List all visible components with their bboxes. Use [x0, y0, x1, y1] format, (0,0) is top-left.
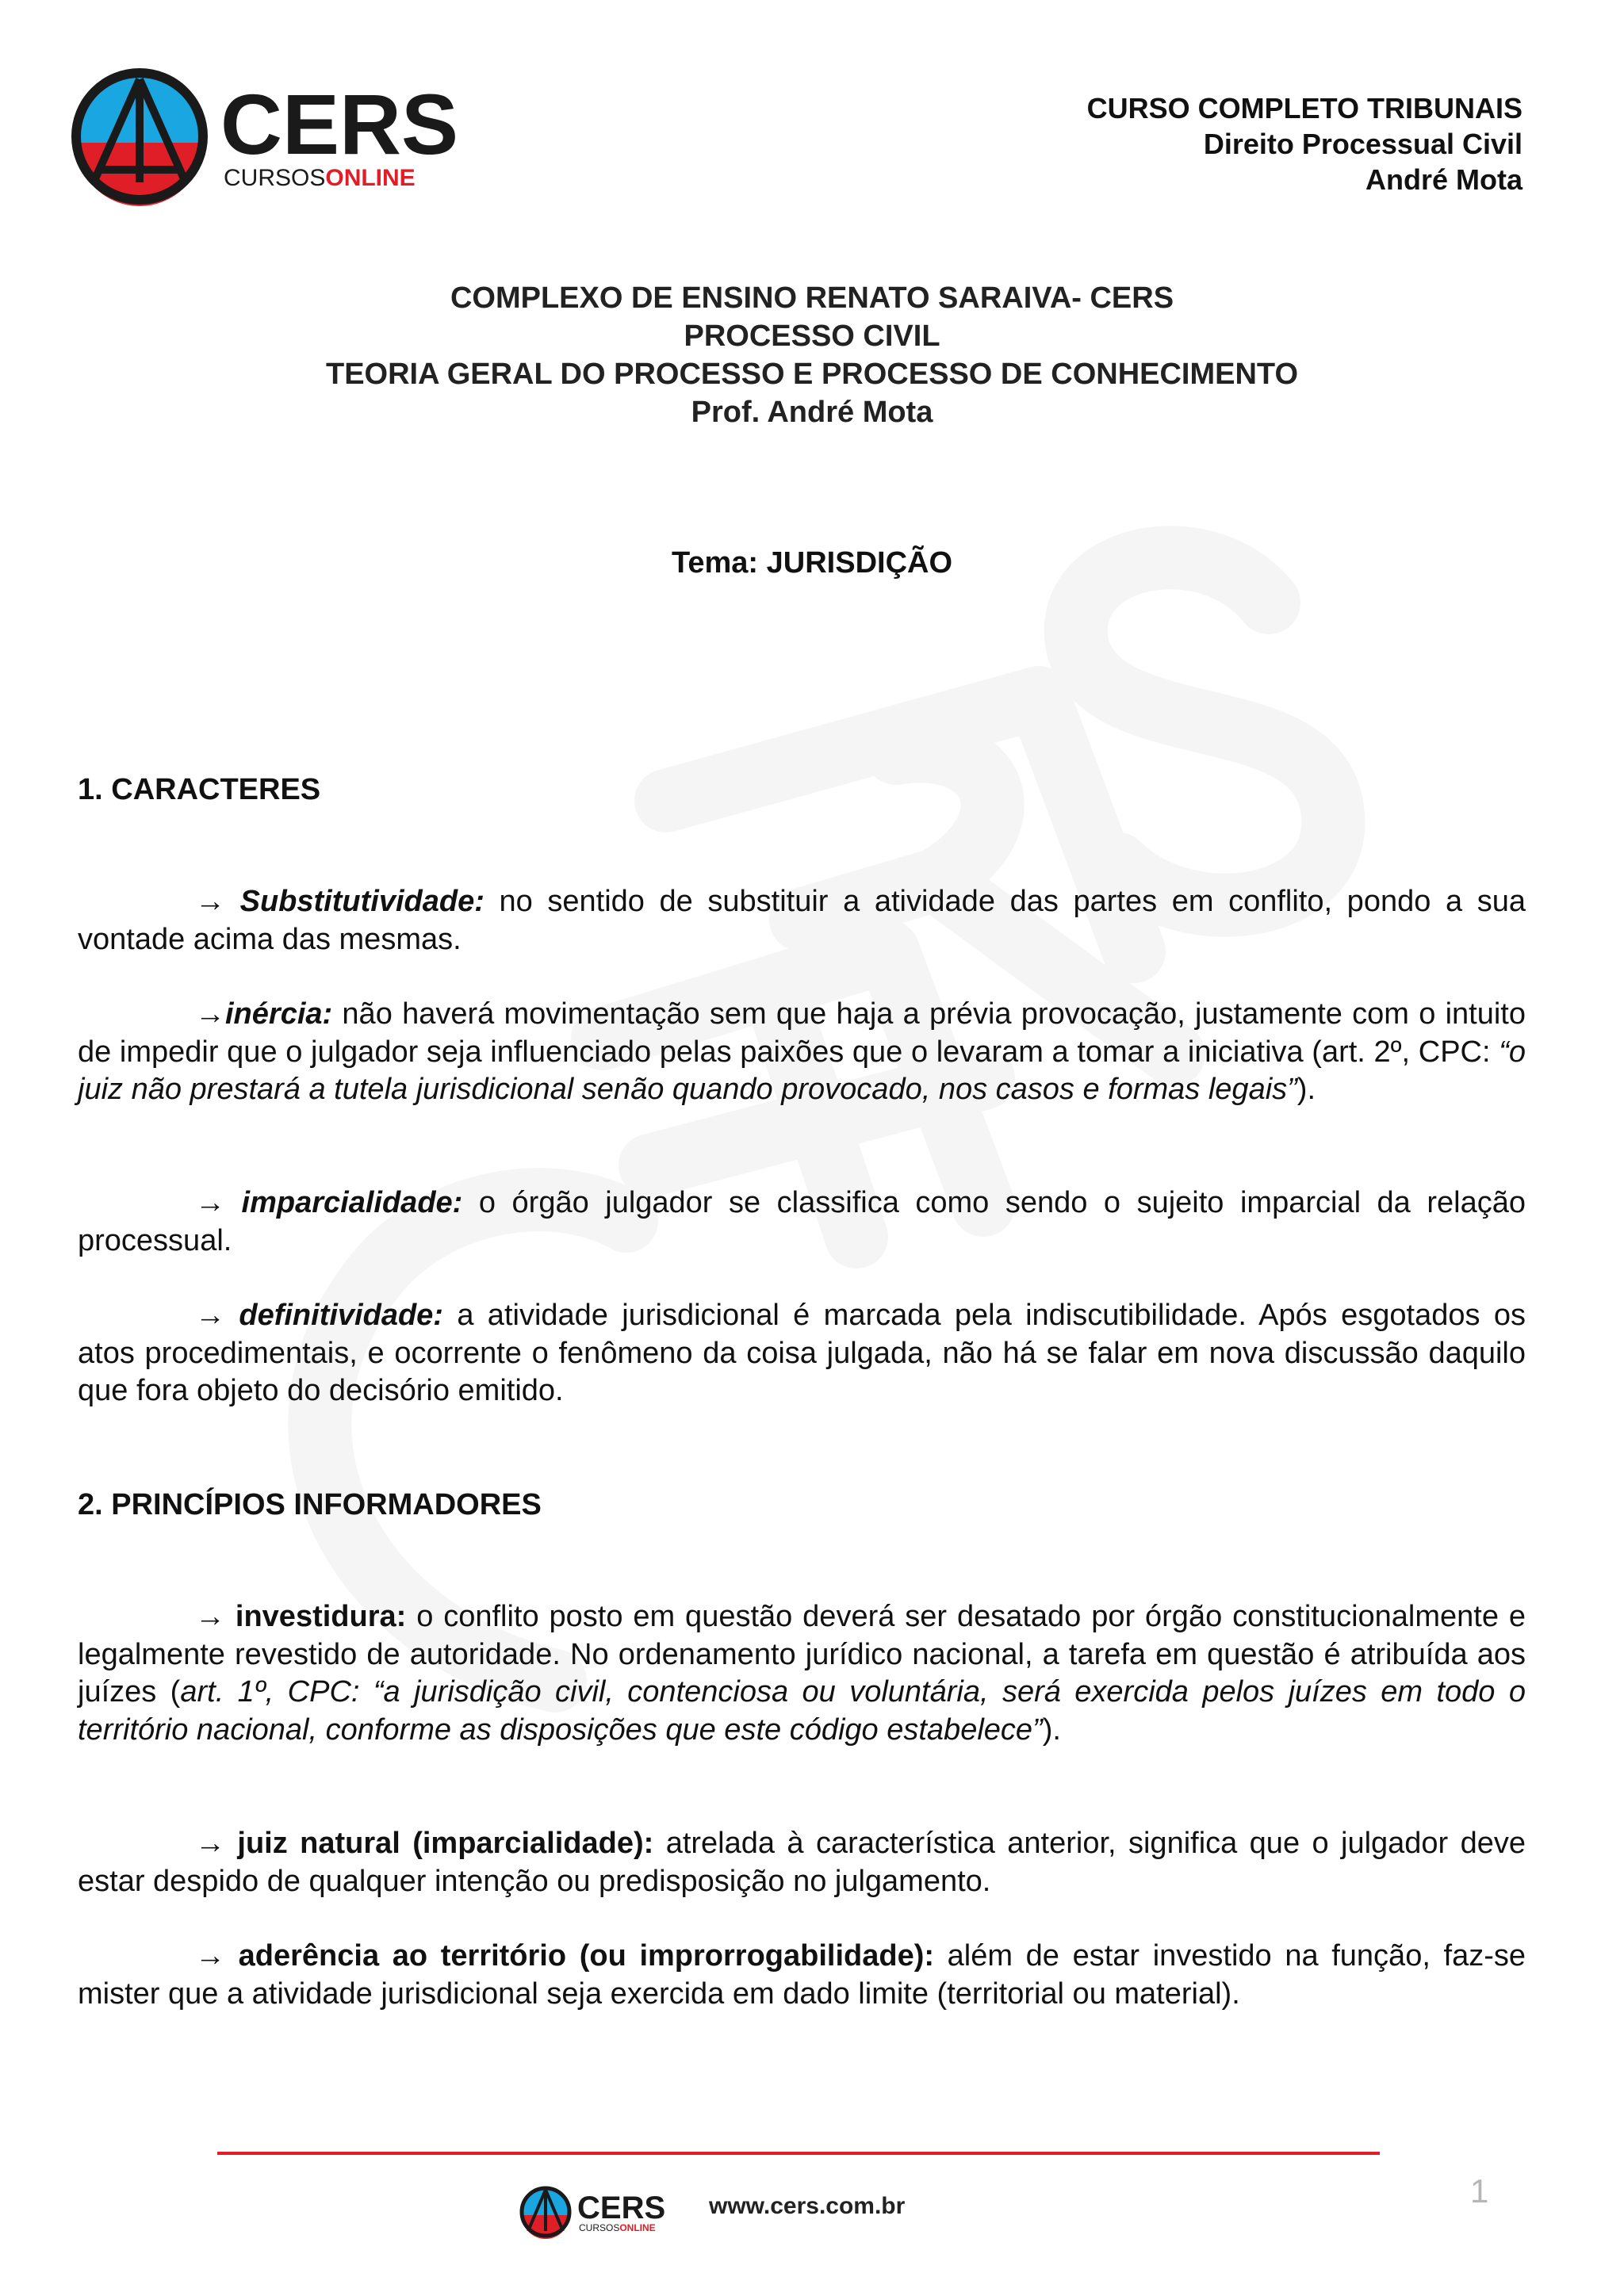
footer-divider — [217, 2152, 1380, 2155]
title-institution: COMPLEXO DE ENSINO RENATO SARAIVA- CERS — [450, 281, 1174, 315]
text: além de estar investido na função, faz-se mister que a atividade jurisdicional seja exercida em dado limite (territorial ou material). — [78, 1939, 1526, 2011]
arrow-icon: → — [195, 1600, 225, 1633]
term: Substitutividade: — [239, 885, 485, 918]
text: não haverá movimentação sem que haja a prévia provocação, justamente com o intuito de impedir que o julgador seja influenciado pelas paixões que o levaram a tomar a iniciativa (art. 2º, CPC: — [78, 997, 1526, 1069]
footer-logo-sub-accent: ONLINE — [619, 2222, 656, 2233]
paragraph-inercia — [78, 996, 1526, 1109]
term: investidura: — [235, 1600, 407, 1633]
page-number: 1 — [1470, 2172, 1489, 2210]
term: aderência ao território (ou improrrogabilidade): — [238, 1939, 935, 1973]
title-subject: PROCESSO CIVIL — [684, 320, 940, 353]
logo-sub-accent: ONLINE — [325, 165, 416, 191]
paragraph-juiz-natural — [78, 1825, 1526, 1900]
paragraph-definitividade — [78, 1297, 1526, 1410]
title-module: TEORIA GERAL DO PROCESSO E PROCESSO DE CONHECIMENTO — [325, 358, 1299, 391]
footer-website-link[interactable]: www.cers.com.br — [709, 2193, 906, 2219]
text-end: ). — [1042, 1712, 1061, 1747]
paragraph-aderencia — [78, 1938, 1526, 2013]
arrow-icon: → — [195, 1939, 225, 1973]
footer-logo-wordmark: CERS — [577, 2191, 666, 2225]
text: o conflito posto em questão deverá ser desatado por órgão constitucionalmente e legalmente revestido de autoridade. No ordenamento jurídico nacional, a tarefa em questão é atribuída aos juízes ( — [78, 1600, 1526, 1709]
paragraph-investidura — [78, 1598, 1526, 1749]
svg-text:CURSOSONLINE — [579, 2222, 656, 2233]
arrow-icon: → — [195, 885, 225, 918]
arrow-icon: → — [195, 997, 225, 1031]
paragraph-substitutividade — [78, 883, 1526, 959]
footer-cers-logo — [519, 2183, 666, 2241]
text: o órgão julgador se classifica como sendo o sujeito imparcial da relação processual. — [78, 1186, 1526, 1257]
quote: art. 1º, CPC: “a jurisdição civil, contenciosa ou voluntária, será exercida pelos juízes em todo o território nacional, conforme as disposições que este código estabelece” — [78, 1675, 1526, 1747]
svg-text:CURSOSONLINE — [224, 165, 416, 191]
course-header — [1087, 90, 1522, 197]
quote: “o juiz não prestará a tutela jurisdicional senão quando provocado, nos casos e formas legais” — [78, 1035, 1526, 1106]
footer-logo-sub-plain: CURSOS — [579, 2222, 620, 2233]
course-subject: Direito Processual Civil — [1203, 128, 1522, 160]
document-title — [0, 279, 1624, 431]
topic-heading: Tema: JURISDIÇÃO — [671, 546, 953, 580]
section-1-title: 1. CARACTERES — [78, 773, 321, 806]
course-teacher: André Mota — [1365, 163, 1522, 196]
text-end: ). — [1297, 1073, 1316, 1106]
term: inércia: — [225, 997, 333, 1031]
course-name: CURSO COMPLETO TRIBUNAIS — [1086, 92, 1522, 124]
term: juiz natural (imparcialidade): — [237, 1827, 654, 1860]
text: atrelada à característica anterior, significa que o julgador deve estar despido de qualquer intenção ou predisposição no julgamento. — [78, 1827, 1526, 1898]
section-2-title: 2. PRINCÍPIOS INFORMADORES — [78, 1488, 542, 1521]
arrow-icon: → — [195, 1827, 225, 1860]
arrow-icon: → — [195, 1299, 225, 1332]
arrow-icon: → — [195, 1186, 225, 1219]
term: imparcialidade: — [241, 1186, 463, 1219]
text: a atividade jurisdicional é marcada pela indiscutibilidade. Após esgotados os atos procedimentais, e ocorrente o fenômeno da coisa julgada, não há se falar em nova discussão daquilo que fora objeto do decisório emitido. — [78, 1299, 1526, 1407]
term: definitividade: — [239, 1299, 443, 1332]
logo-wordmark: CERS — [220, 76, 459, 172]
text: no sentido de substituir a atividade das partes em conflito, pondo a sua vontade acima das mesmas. — [78, 885, 1526, 956]
title-professor: Prof. André Mota — [691, 396, 933, 429]
logo-sub-plain: CURSOS — [224, 165, 326, 191]
paragraph-imparcialidade — [78, 1184, 1526, 1260]
cers-logo — [70, 65, 459, 208]
